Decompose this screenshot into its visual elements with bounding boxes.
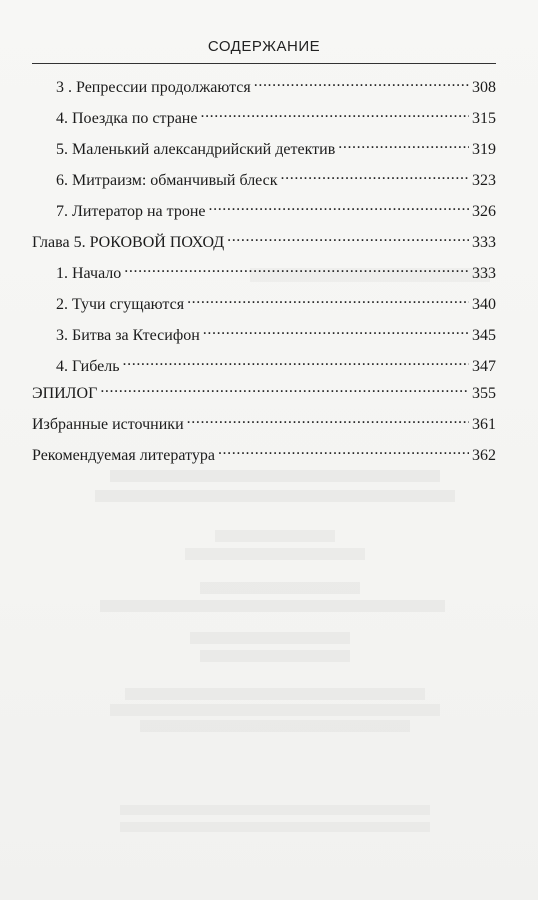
toc-entry-page-number: 355 <box>472 385 496 402</box>
dot-leader <box>123 351 469 371</box>
dot-leader <box>254 72 469 92</box>
dot-leader <box>227 227 469 247</box>
toc-entry <box>56 103 496 127</box>
toc-entry <box>56 258 496 282</box>
toc-entry-title: 3. Битва за Ктесифон <box>56 327 200 344</box>
running-head: СОДЕРЖАНИЕ <box>207 38 321 55</box>
toc-entry <box>32 227 496 251</box>
toc-entry-page-number: 333 <box>472 265 496 282</box>
toc-entry <box>56 165 496 189</box>
toc-entry <box>32 409 496 433</box>
toc-entry-title: 4. Поездка по стране <box>56 110 198 127</box>
dot-leader <box>281 165 469 185</box>
dot-leader <box>187 289 469 309</box>
dot-leader <box>124 258 469 278</box>
toc-entry-title: 6. Митраизм: обманчивый блеск <box>56 172 278 189</box>
toc-entry-page-number: 308 <box>472 79 496 96</box>
dot-leader <box>187 409 469 429</box>
toc-entry-title: Рекомендуемая литература <box>32 447 215 464</box>
toc-entry-page-number: 319 <box>472 141 496 158</box>
toc-entry-page-number: 340 <box>472 296 496 313</box>
toc-entry-title: 7. Литератор на троне <box>56 203 206 220</box>
toc-entry <box>56 289 496 313</box>
toc-entry-title: 5. Маленький александрийский детектив <box>56 141 336 158</box>
toc-entry-title: Избранные источники <box>32 416 184 433</box>
dot-leader <box>203 320 469 340</box>
toc-entry-page-number: 347 <box>472 358 496 375</box>
toc-entry-page-number: 362 <box>472 447 496 464</box>
toc-entry-title: ЭПИЛОГ <box>32 385 98 402</box>
dot-leader <box>338 134 469 154</box>
toc-entry-page-number: 315 <box>472 110 496 127</box>
toc-entry <box>56 134 496 158</box>
toc-entry <box>56 320 496 344</box>
dot-leader <box>200 103 469 123</box>
toc-entry-title: Глава 5. РОКОВОЙ ПОХОД <box>32 234 225 251</box>
dot-leader <box>209 196 470 216</box>
toc-entry <box>32 378 496 402</box>
toc-entry-page-number: 361 <box>472 416 496 433</box>
toc-entry-page-number: 323 <box>472 172 496 189</box>
toc-entry-page-number: 333 <box>472 234 496 251</box>
toc-entry <box>32 440 496 464</box>
toc-entry-title: 3 . Репрессии продолжаются <box>56 79 251 96</box>
toc-entry-title: 1. Начало <box>56 265 122 282</box>
dot-leader <box>100 378 469 398</box>
dot-leader <box>218 440 469 460</box>
toc-entry <box>56 351 496 375</box>
toc-entry-page-number: 326 <box>472 203 496 220</box>
toc-entry-page-number: 345 <box>472 327 496 344</box>
toc-entry <box>56 196 496 220</box>
toc-entry-title: 2. Тучи сгущаются <box>56 296 185 313</box>
toc-entry <box>56 72 496 96</box>
toc-entry-title: 4. Гибель <box>56 358 120 375</box>
